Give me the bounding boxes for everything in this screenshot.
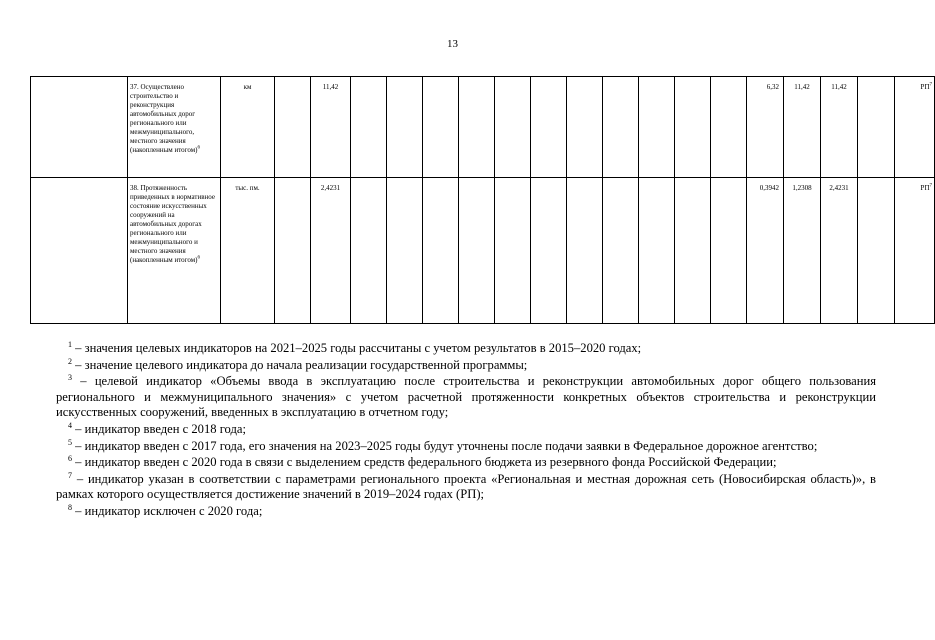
footnotes — [56, 341, 876, 521]
value-cell: 0,3942 — [747, 178, 784, 324]
empty-cell — [459, 77, 495, 178]
value-cell: 6,32 — [747, 77, 784, 178]
footnote: $^1$ – значения целевых индикаторов на 2021–2025 годы рассчитаны с учетом результатов в 2015–2020 годах; — [68, 339, 642, 355]
empty-cell — [531, 178, 567, 324]
empty-cell — [495, 77, 531, 178]
footnote: $^3$ – целевой индикатор «Объемы ввода в эксплуатацию после строительства и реконструкции автомобильных дорог общего пользования регионального и межмуниципального значения» с учетом расчетной протяженности конкретных объектов строительства и реконструкции искусственных сооружений, введенных в эксплуатацию в отчетном году; — [56, 373, 877, 420]
unit-cell: тыс. пм. — [221, 178, 275, 324]
empty-cell — [275, 77, 311, 178]
base-value-cell: 2,4231 — [311, 178, 351, 324]
empty-cell — [675, 77, 711, 178]
empty-cell — [351, 178, 387, 324]
page-number: 13 — [447, 38, 458, 50]
empty-cell — [275, 178, 311, 324]
indicator-name-cell: 37. Осуществлено строительство и реконструкция автомобильных дорог регионального или межмуниципального, местного значения (накопленным итогом)$^6$ — [128, 77, 221, 178]
footnote: $^7$ – индикатор указан в соответствии с параметрами регионального проекта «Региональная и местная дорожная сеть (Новосибирская область)», в рамках которого осуществляется достижение значений в 2019–2024 годах (РП); — [56, 470, 876, 502]
footnote: $^4$ – индикатор введен с 2018 года; — [68, 420, 246, 436]
empty-cell — [423, 178, 459, 324]
empty-cell — [495, 178, 531, 324]
empty-cell — [567, 77, 603, 178]
table-row — [31, 178, 935, 324]
value-cell: 11,42 — [821, 77, 858, 178]
empty-cell — [675, 178, 711, 324]
footnote: $^8$ – индикатор исключен с 2020 года; — [68, 502, 263, 518]
base-value-cell: 11,42 — [311, 77, 351, 178]
empty-cell — [567, 178, 603, 324]
value-cell: 11,42 — [784, 77, 821, 178]
empty-cell — [531, 77, 567, 178]
empty-cell — [858, 178, 895, 324]
value-cell: 1,2308 — [784, 178, 821, 324]
group-cell — [31, 178, 128, 324]
empty-cell — [423, 77, 459, 178]
empty-cell — [603, 178, 639, 324]
empty-cell — [858, 77, 895, 178]
empty-cell — [387, 178, 423, 324]
empty-cell — [351, 77, 387, 178]
footnote: $^6$ – индикатор введен с 2020 года в связи с выделением средств федерального бюджета из резервного фонда Российской Федерации; — [68, 453, 777, 470]
table-row — [31, 77, 935, 178]
footnote: $^2$ – значение целевого индикатора до начала реализации государственной программы; — [68, 356, 528, 372]
empty-cell — [387, 77, 423, 178]
group-cell — [31, 77, 128, 178]
footnote: $^5$ – индикатор введен с 2017 года, его значения на 2023–2025 годы будут уточнены после подачи заявки в Федеральное дорожное агентство; — [68, 437, 818, 453]
note-cell: $РП^7$ — [895, 77, 935, 178]
empty-cell — [603, 77, 639, 178]
note-cell: $РП^7$ — [895, 178, 935, 324]
empty-cell — [639, 178, 675, 324]
empty-cell — [459, 178, 495, 324]
indicators-table — [30, 76, 935, 324]
unit-cell: км — [221, 77, 275, 178]
empty-cell — [639, 77, 675, 178]
empty-cell — [711, 77, 747, 178]
value-cell: 2,4231 — [821, 178, 858, 324]
indicator-name-cell: 38. Протяженность приведенных в нормативное состояние искусственных сооружений на автомобильных дорогах регионального или межмуниципального и местного значения (накопленным итогом)$^6$ — [128, 178, 221, 324]
empty-cell — [711, 178, 747, 324]
